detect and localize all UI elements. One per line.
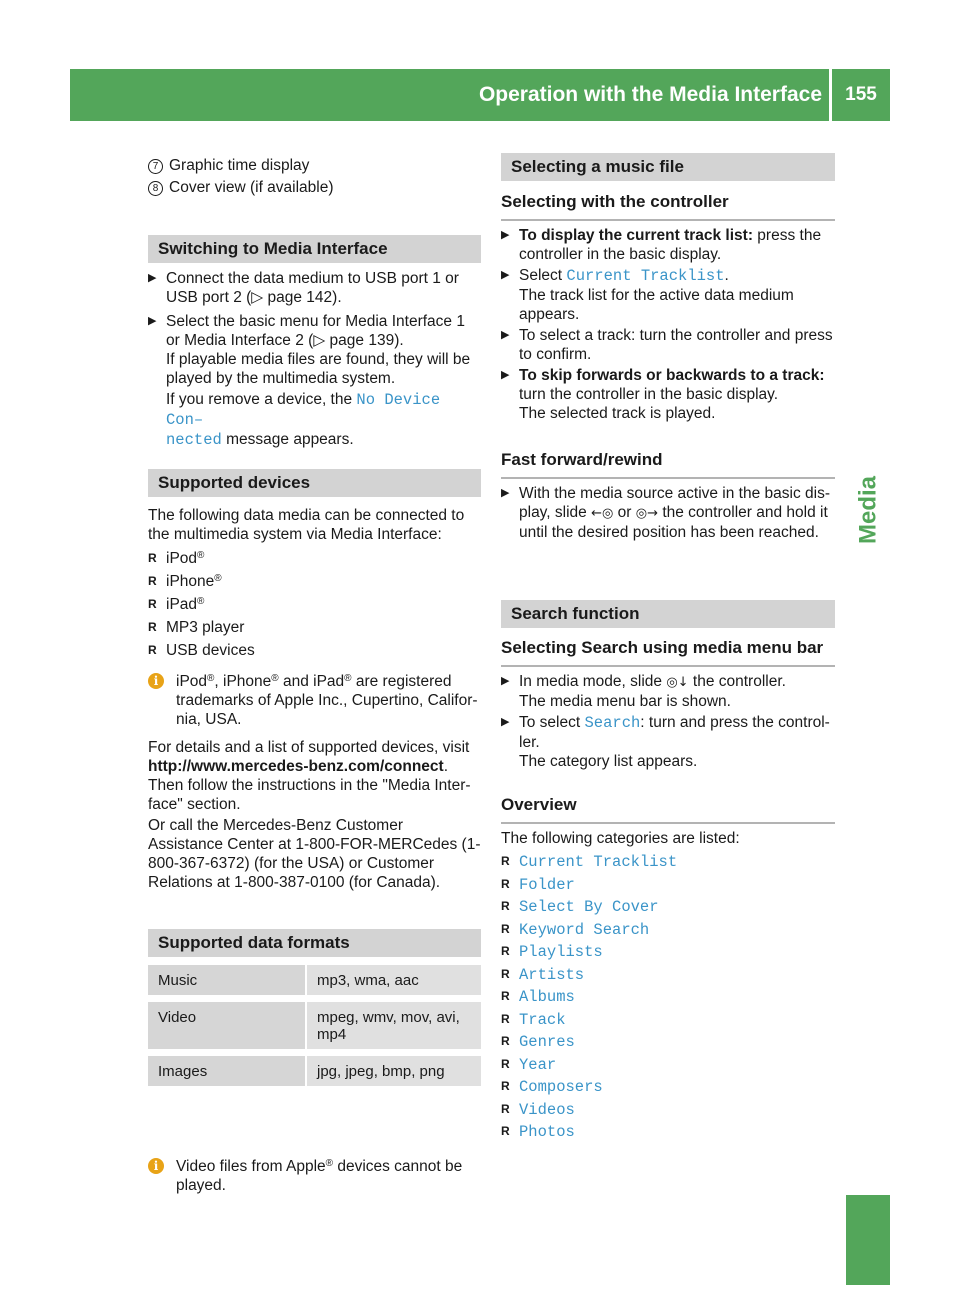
menu-text-current-tracklist: Current Tracklist — [566, 267, 725, 285]
step-item: ▶ Select Current Tracklist. The track list for the active data medium appears. — [501, 267, 794, 323]
formats-table — [148, 965, 481, 1093]
list-item: R Current Tracklist — [501, 853, 678, 871]
page-number: 155 — [845, 84, 877, 105]
call-paragraph: Or call the Mercedes-Benz Customer Assistance Center at 1-800-FOR-MERCedes (1-800-367-6372) (for the USA) or Customer Relations at 1-800-387-0100 (for Canada). — [148, 817, 481, 891]
display-text-no-device: No Device Con– — [166, 391, 441, 429]
step-arrow-icon: ▶ — [501, 329, 510, 341]
subheading-controller: Selecting with the controller — [501, 190, 835, 221]
video-note: i Video files from Apple® devices cannot be played. — [148, 1157, 481, 1195]
subheading-fast-forward: Fast forward/rewind — [501, 448, 835, 479]
list-item: R Artists — [501, 965, 585, 984]
section-heading-formats: Supported data formats — [148, 929, 481, 957]
section-heading-selecting-music: Selecting a music file — [501, 153, 835, 181]
step-arrow-icon: ▶ — [501, 369, 510, 381]
mercedes-connect-link[interactable]: http://www.mercedes-benz.com/connect — [148, 758, 444, 775]
left-column — [148, 0, 481, 1194]
section-side-label: Media — [854, 475, 882, 545]
list-item: R Photos — [501, 1123, 575, 1141]
section-heading-search: Search function — [501, 600, 835, 628]
table-cell-type: Music — [148, 965, 306, 999]
controller-slide-right-icon: ◎→ — [635, 506, 659, 521]
step-arrow-icon: ▶ — [501, 269, 510, 281]
table-row — [148, 999, 481, 1053]
list-item: R Genres — [501, 1033, 575, 1051]
list-item: R Keyword Search — [501, 920, 650, 939]
list-item: R iPhone® — [148, 573, 222, 590]
legend-item: 7 Graphic time display — [148, 156, 481, 178]
list-item: R Track — [501, 1010, 566, 1029]
step-item: ▶ To skip forwards or backwards to a track: turn the controller in the basic display. The selected track is played. — [501, 367, 825, 422]
switching-steps — [148, 269, 481, 450]
subheading-overview: Overview — [501, 793, 835, 824]
step-item: ▶ In media mode, slide ◎↓ the controller. The media menu bar is shown. — [501, 673, 786, 710]
devices-intro: The following data media can be connected to the multimedia system via Media Interface: — [148, 507, 465, 543]
list-item: R Year — [501, 1055, 557, 1074]
step-item: ▶ To select a track: turn the controller and press to confirm. — [501, 327, 833, 363]
table-cell-type: Video — [148, 999, 306, 1053]
callout-number-icon: 7 — [148, 159, 163, 174]
devices-list — [148, 549, 481, 664]
legend-list — [148, 156, 481, 197]
subheading-search-menu-bar: Selecting Search using media menu bar — [501, 636, 835, 667]
step-arrow-icon: ▶ — [148, 315, 157, 327]
section-heading-switching: Switching to Media Interface — [148, 235, 481, 263]
step-item: ▶ Select the basic menu for Media Interface 1 or Media Interface 2 (▷ page 139). If playable media files are found, they will be played by the multimedia system. If you remove a device, the No Device Con– nected message appears. — [148, 313, 471, 449]
table-cell-type: Images — [148, 1053, 306, 1090]
step-item: ▶ To select Search: turn and press the control‑ ler. The category list appears. — [501, 714, 830, 770]
list-item: R iPad® — [148, 596, 205, 613]
list-item: R Select By Cover — [501, 898, 659, 916]
details-paragraph: For details and a list of supported devices, visit http://www.mercedes-benz.com/connect. Then follow the instructions in the "Media Inter‑ face" section. — [148, 739, 471, 813]
table-cell-formats: jpg, jpeg, bmp, png — [306, 1053, 481, 1090]
section-heading-supported-devices: Supported devices — [148, 469, 481, 497]
table-row — [148, 1053, 481, 1090]
list-item: R USB devices — [148, 642, 255, 659]
step-arrow-icon: ▶ — [501, 487, 510, 499]
fast-forward-steps — [501, 484, 835, 542]
step-arrow-icon: ▶ — [501, 675, 510, 687]
controller-slide-left-icon: ←◎ — [591, 506, 614, 521]
categories-list — [501, 852, 835, 1145]
table-cell-formats: mp3, wma, aac — [306, 965, 481, 999]
list-item: R iPod® — [148, 550, 205, 567]
selecting-steps — [501, 226, 835, 423]
step-arrow-icon: ▶ — [501, 716, 510, 728]
menu-text-search: Search — [584, 714, 641, 732]
section-tab — [846, 1195, 890, 1285]
list-item: R Albums — [501, 988, 575, 1006]
step-item: ▶ With the media source active in the basic dis‑ play, slide ←◎ or ◎→ the controller and hold it until the desired position has been reached. — [501, 485, 830, 541]
table-row — [148, 965, 481, 999]
overview-intro: The following categories are listed: — [501, 830, 740, 847]
list-item: R MP3 player — [148, 619, 245, 636]
step-item: ▶ Connect the data medium to USB port 1 or USB port 2 (▷ page 142). — [148, 270, 459, 306]
controller-slide-down-icon: ◎↓ — [666, 675, 689, 690]
trademark-note: i iPod®, iPhone® and iPad® are registered trademarks of Apple Inc., Cupertino, Califor‑ nia, USA. — [148, 672, 481, 729]
page-title: Operation with the Media Interface — [478, 83, 822, 106]
info-icon: i — [148, 1158, 164, 1174]
step-item: ▶ To display the current track list: press the controller in the basic display. — [501, 227, 822, 263]
step-arrow-icon: ▶ — [148, 272, 157, 284]
step-arrow-icon: ▶ — [501, 229, 510, 241]
list-item: R Folder — [501, 875, 575, 894]
legend-item: 8 Cover view (if available) — [148, 178, 481, 197]
callout-number-icon: 8 — [148, 181, 163, 196]
table-cell-formats: mpeg, wmv, mov, avi, mp4 — [306, 999, 481, 1053]
list-item: R Playlists — [501, 943, 603, 961]
list-item: R Composers — [501, 1078, 603, 1096]
search-steps — [501, 672, 835, 771]
list-item: R Videos — [501, 1100, 575, 1119]
info-icon: i — [148, 673, 164, 689]
